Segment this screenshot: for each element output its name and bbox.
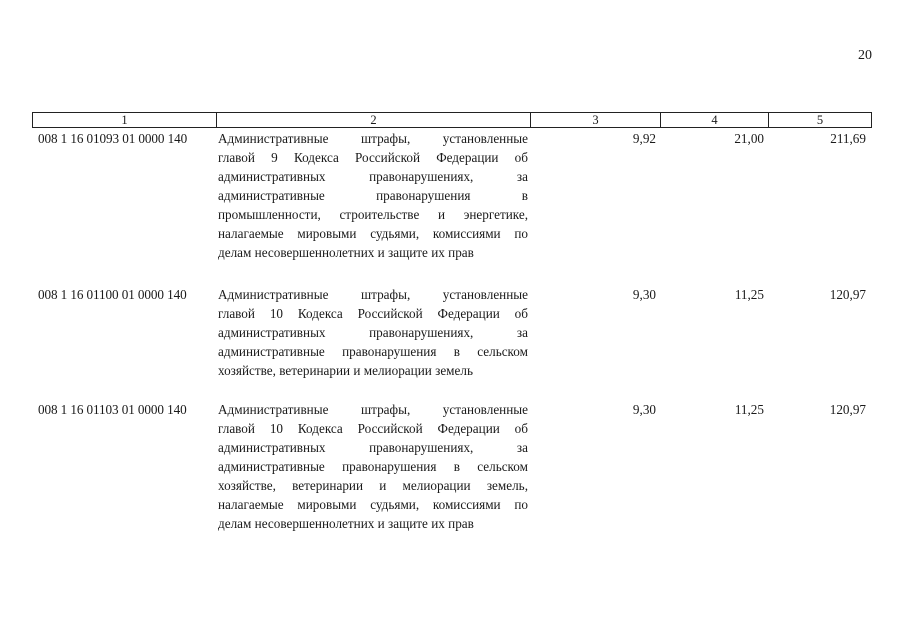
table-header-row: [32, 112, 872, 128]
row-value-col4: 11,25: [734, 402, 764, 417]
row-value-col5: 120,97: [829, 287, 866, 302]
row-code: 008 1 16 01103 01 0000 140: [38, 402, 187, 417]
row-value-col4: 21,00: [734, 131, 764, 146]
description-line: Административные штрафы, установленные: [218, 402, 528, 417]
row-code: 008 1 16 01093 01 0000 140: [38, 131, 188, 146]
table-row: [32, 285, 872, 380]
row-value-col3: 9,92: [632, 131, 656, 146]
header-col-3: 3: [531, 113, 661, 127]
description-line: делам несовершеннолетних и защите их прав: [218, 245, 474, 260]
row-description: [216, 129, 530, 262]
description-line: налагаемые мировыми судьями, комиссиями по: [218, 226, 528, 241]
description-line: главой 9 Кодекса Российской Федерации об: [218, 150, 528, 165]
description-line: Административные штрафы, установленные: [218, 287, 528, 302]
page-number: 20: [858, 48, 872, 63]
description-line: промышленности, строительстве и энергетике,: [218, 207, 528, 222]
description-line: административные правонарушения в: [218, 188, 528, 203]
header-col-4: 4: [661, 113, 769, 127]
description-line: хозяйстве, ветеринарии и мелиорации земель,: [218, 478, 528, 493]
row-value-col3: 9,30: [632, 402, 656, 417]
description-line: административных правонарушениях, за: [218, 169, 528, 184]
description-line: административные правонарушения в сельском: [218, 344, 528, 359]
table-row: [32, 129, 872, 262]
row-description: [216, 285, 530, 380]
description-line: налагаемые мировыми судьями, комиссиями по: [218, 497, 528, 512]
row-description: [216, 400, 530, 533]
description-line: Административные штрафы, установленные: [218, 131, 528, 146]
description-line: делам несовершеннолетних и защите их прав: [218, 516, 474, 531]
header-col-1: 1: [33, 113, 217, 127]
row-code: 008 1 16 01100 01 0000 140: [38, 287, 187, 302]
description-line: административных правонарушениях, за: [218, 440, 528, 455]
row-value-col5: 120,97: [829, 402, 866, 417]
row-value-col4: 11,25: [734, 287, 764, 302]
header-col-2: 2: [217, 113, 531, 127]
description-line: главой 10 Кодекса Российской Федерации об: [218, 421, 528, 436]
row-value-col3: 9,30: [632, 287, 656, 302]
header-col-5: 5: [816, 113, 824, 127]
description-line: хозяйстве, ветеринарии и мелиорации земель: [218, 363, 473, 378]
description-line: административных правонарушениях, за: [218, 325, 528, 340]
row-value-col5: 211,69: [830, 131, 866, 146]
table-row: [32, 400, 872, 533]
description-line: административные правонарушения в сельском: [218, 459, 528, 474]
description-line: главой 10 Кодекса Российской Федерации об: [218, 306, 528, 321]
